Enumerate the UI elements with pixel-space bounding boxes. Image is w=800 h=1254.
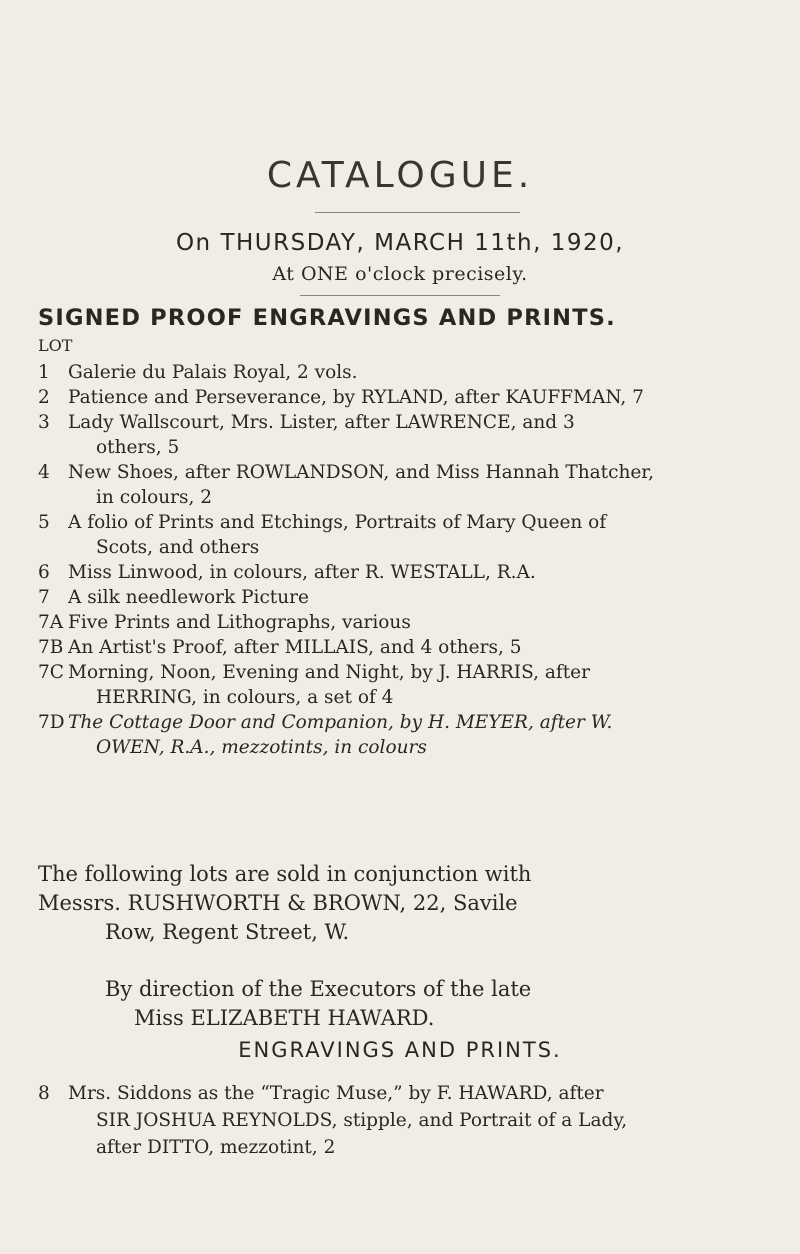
sale-time: At ONE o'clock precisely.: [272, 263, 528, 285]
lot-number: 7D: [38, 712, 65, 733]
lot-number: 8: [38, 1083, 50, 1104]
lot-column-label: LOT: [38, 336, 73, 355]
lot-description: Galerie du Palais Royal, 2 vols.: [68, 362, 358, 383]
lot-description-continued: Scots, and others: [96, 537, 260, 558]
lot-description: A silk needlework Picture: [68, 587, 309, 608]
lot-number: 5: [38, 512, 50, 533]
page-title: CATALOGUE.: [266, 155, 534, 196]
lot-number: 7B: [38, 637, 64, 658]
lot-number: 3: [38, 412, 50, 433]
lot-number: 4: [38, 462, 50, 483]
lot-description: Morning, Noon, Evening and Night, by J. HARRIS, after: [68, 662, 590, 683]
direction-note-line: By direction of the Executors of the late: [105, 977, 532, 1001]
lot-description: Patience and Perseverance, by RYLAND, after KAUFFMAN, 7: [68, 387, 644, 408]
lot-description-continued: after DITTO, mezzotint, 2: [96, 1137, 336, 1158]
lot-description-continued: SIR JOSHUA REYNOLDS, stipple, and Portrait of a Lady,: [96, 1110, 628, 1131]
lot-description: New Shoes, after ROWLANDSON, and Miss Hannah Thatcher,: [68, 462, 654, 483]
date-divider: [300, 295, 500, 296]
conjunction-note-line: Messrs. RUSHWORTH & BROWN, 22, Savile: [38, 891, 518, 915]
lot-description: Lady Wallscourt, Mrs. Lister, after LAWRENCE, and 3: [68, 412, 575, 433]
lot-description: Mrs. Siddons as the “Tragic Muse,” by F. HAWARD, after: [68, 1083, 604, 1104]
lot-description: Miss Linwood, in colours, after R. WESTALL, R.A.: [68, 562, 536, 583]
title-divider: [315, 212, 520, 213]
lot-description-continued: in colours, 2: [96, 487, 213, 508]
subsection-heading: ENGRAVINGS AND PRINTS.: [238, 1038, 562, 1062]
lot-number: 6: [38, 562, 50, 583]
lot-description-continued: HERRING, in colours, a set of 4: [96, 687, 394, 708]
lot-description-continued: OWEN, R.A., mezzotints, in colours: [96, 737, 427, 758]
conjunction-note-line: The following lots are sold in conjunction with: [38, 862, 532, 886]
lot-description: An Artist's Proof, after MILLAIS, and 4 others, 5: [68, 637, 522, 658]
lot-number: 7C: [38, 662, 64, 683]
lot-number: 7: [38, 587, 50, 608]
lot-number: 1: [38, 362, 50, 383]
lot-description: A folio of Prints and Etchings, Portraits of Mary Queen of: [68, 512, 607, 533]
lot-number: 7A: [38, 612, 64, 633]
lot-description-continued: others, 5: [96, 437, 180, 458]
conjunction-note-line: Row, Regent Street, W.: [105, 920, 350, 944]
sale-date: On THURSDAY, MARCH 11th, 1920,: [175, 230, 625, 256]
direction-note-line: Miss ELIZABETH HAWARD.: [134, 1006, 435, 1030]
lot-description: Five Prints and Lithographs, various: [68, 612, 411, 633]
lot-number: 2: [38, 387, 50, 408]
section-heading: SIGNED PROOF ENGRAVINGS AND PRINTS.: [38, 305, 616, 331]
lot-description: The Cottage Door and Companion, by H. MEYER, after W.: [68, 712, 613, 733]
